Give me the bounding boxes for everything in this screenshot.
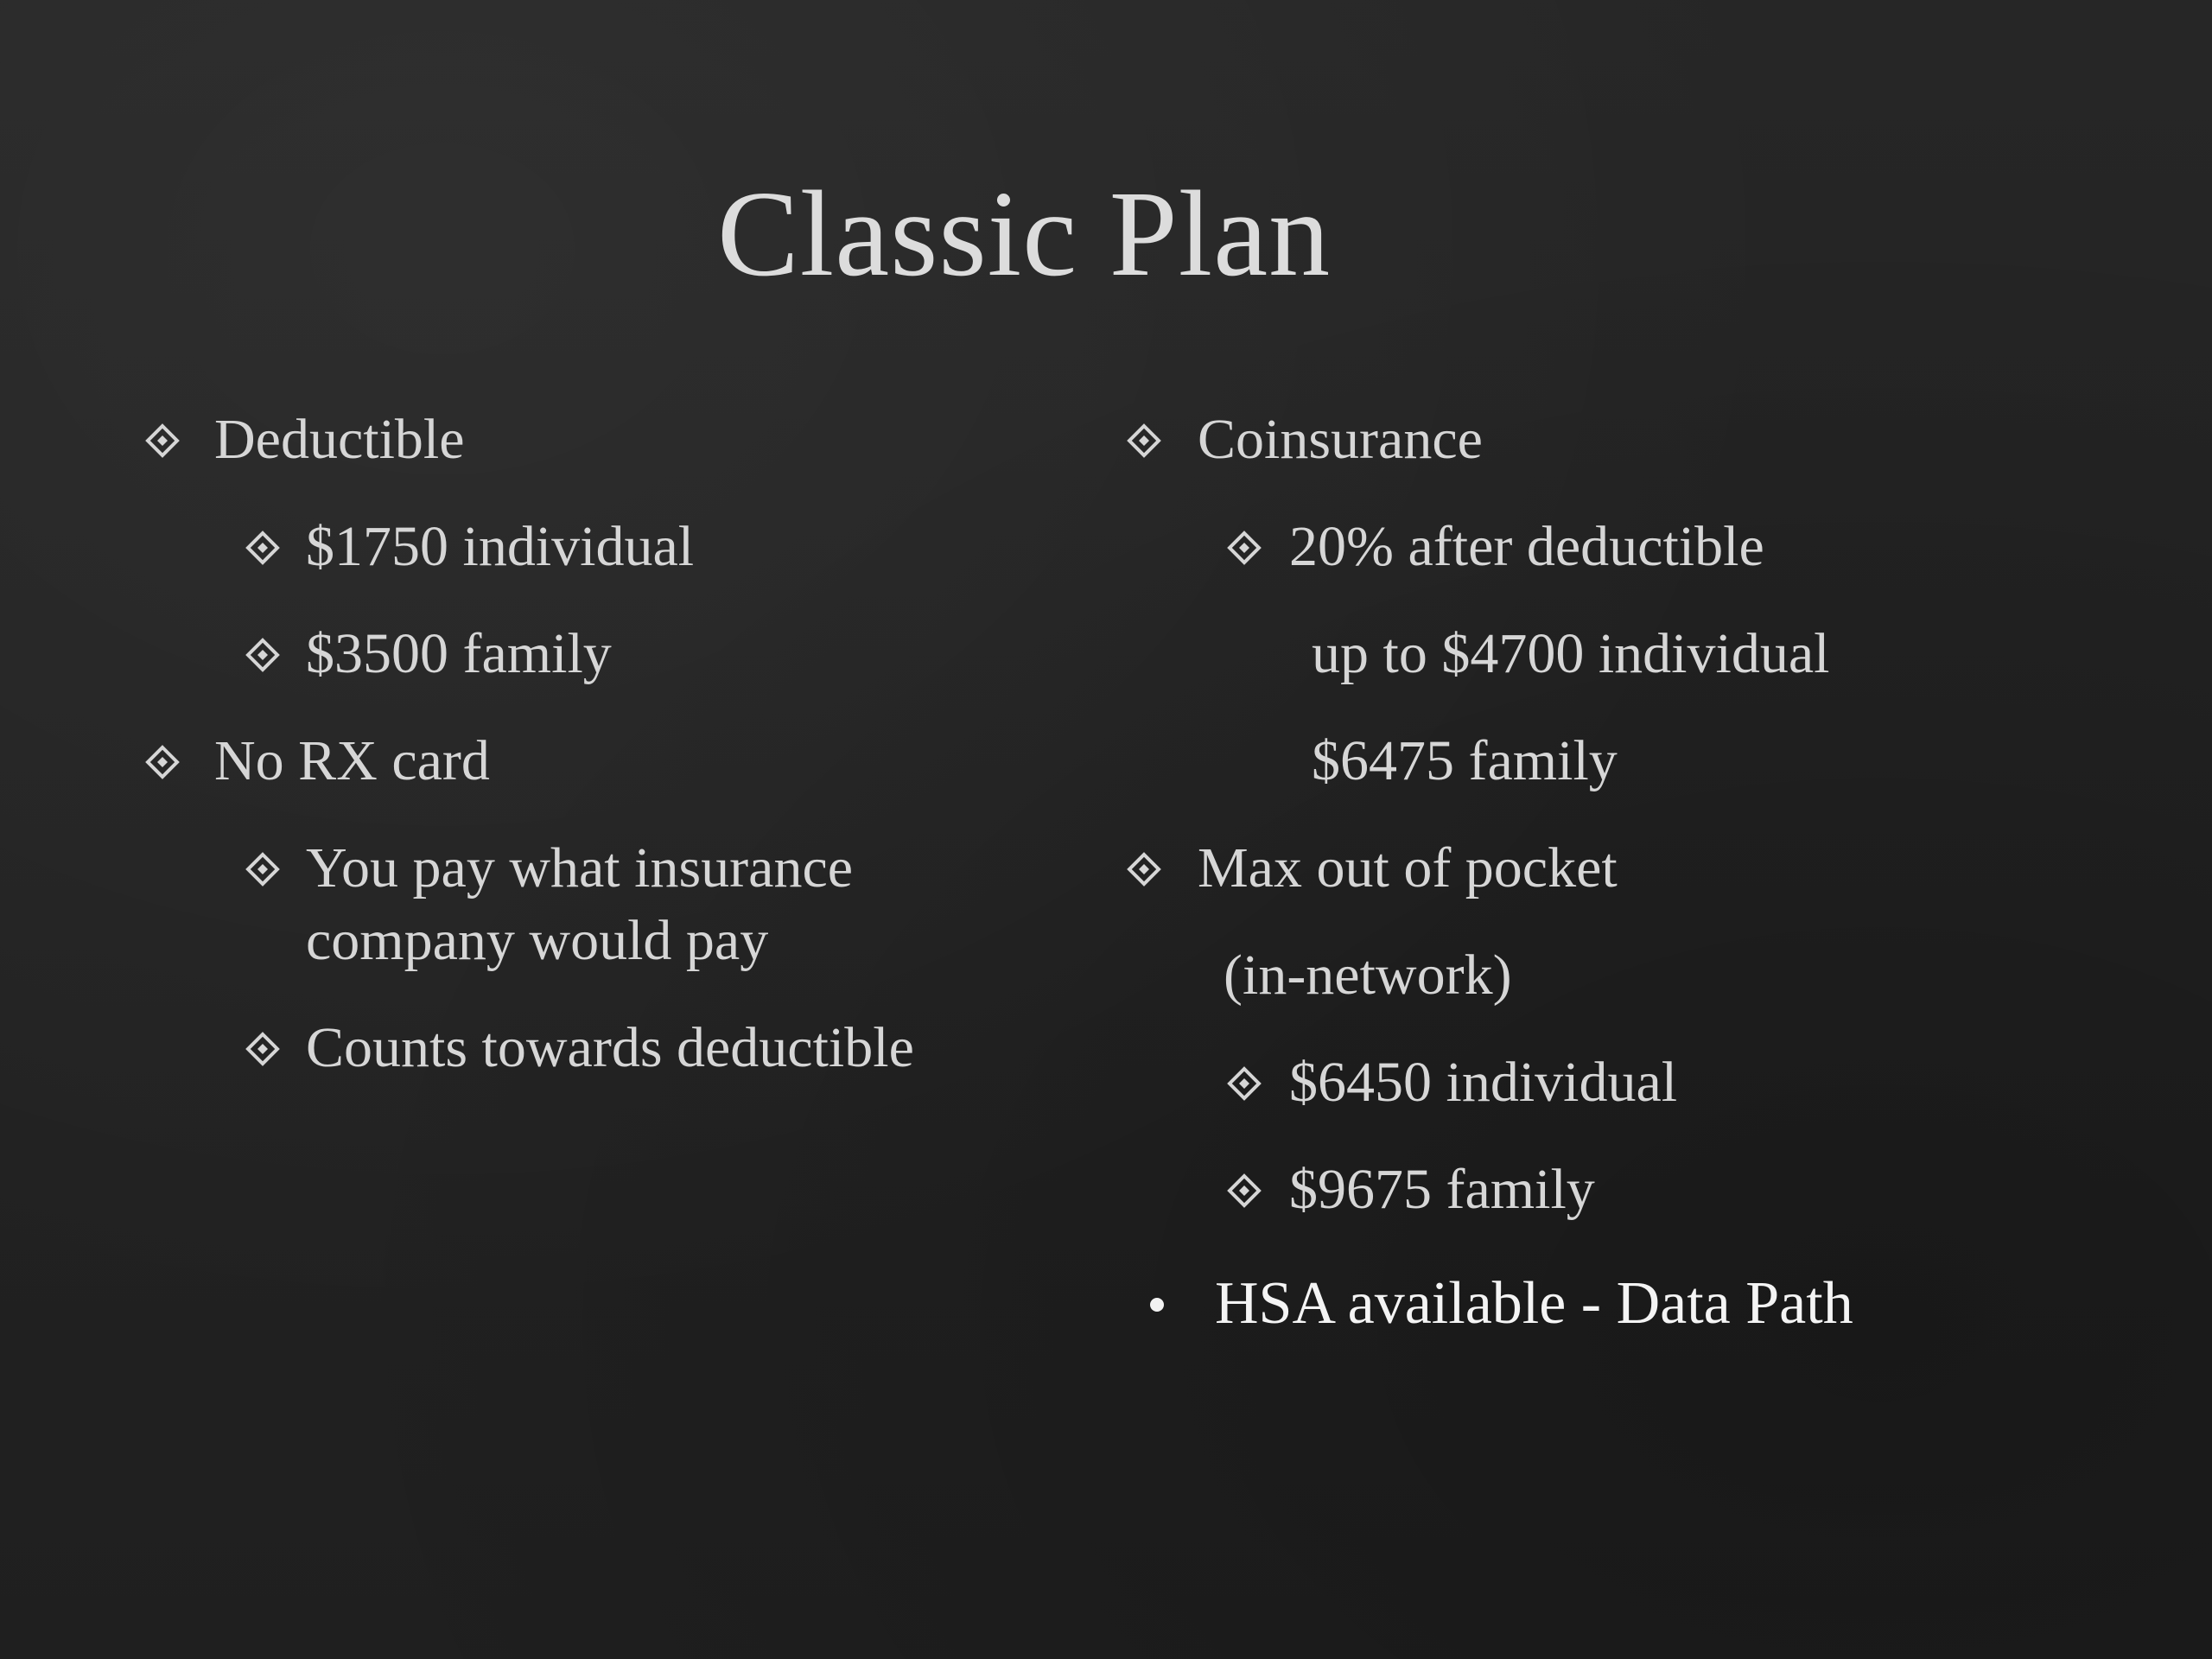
rx-item-counts: Counts towards deductible bbox=[306, 1016, 914, 1079]
diamond-dot-icon bbox=[145, 423, 180, 458]
hsa-note: HSA available - Data Path bbox=[1215, 1270, 1853, 1337]
diamond-dot-icon bbox=[245, 1032, 280, 1066]
max-oop-label: Max out of pocket bbox=[1198, 836, 1618, 899]
rx-item-pay-line2: company would pay bbox=[306, 909, 769, 972]
diamond-dot-icon bbox=[145, 745, 180, 779]
coinsurance-individual-cap: up to $4700 individual bbox=[1312, 622, 1830, 685]
diamond-dot-icon bbox=[1127, 423, 1161, 458]
left-column bbox=[0, 0, 1089, 1659]
diamond-dot-icon bbox=[1227, 1066, 1262, 1101]
coinsurance-family-cap: $6475 family bbox=[1312, 729, 1618, 792]
coinsurance-item: 20% after deductible bbox=[1289, 515, 1764, 578]
max-oop-family: $9675 family bbox=[1289, 1158, 1595, 1221]
diamond-dot-icon bbox=[1227, 531, 1262, 565]
diamond-dot-icon bbox=[245, 852, 280, 887]
rx-label: No RX card bbox=[214, 729, 490, 792]
diamond-dot-icon bbox=[1227, 1173, 1262, 1208]
max-oop-network: (in-network) bbox=[1224, 944, 1512, 1007]
slide-title: Classic Plan bbox=[717, 165, 1332, 302]
rx-item-pay-line1: You pay what insurance bbox=[306, 836, 854, 899]
deductible-individual: $1750 individual bbox=[306, 515, 695, 578]
deductible-label: Deductible bbox=[214, 408, 465, 471]
max-oop-individual: $6450 individual bbox=[1289, 1051, 1678, 1114]
right-column bbox=[1089, 0, 2212, 1659]
diamond-dot-icon bbox=[245, 531, 280, 565]
diamond-dot-icon bbox=[1127, 852, 1161, 887]
diamond-dot-icon bbox=[245, 638, 280, 672]
deductible-family: $3500 family bbox=[306, 622, 612, 685]
coinsurance-label: Coinsurance bbox=[1198, 408, 1483, 471]
round-bullet-icon bbox=[1150, 1298, 1164, 1312]
